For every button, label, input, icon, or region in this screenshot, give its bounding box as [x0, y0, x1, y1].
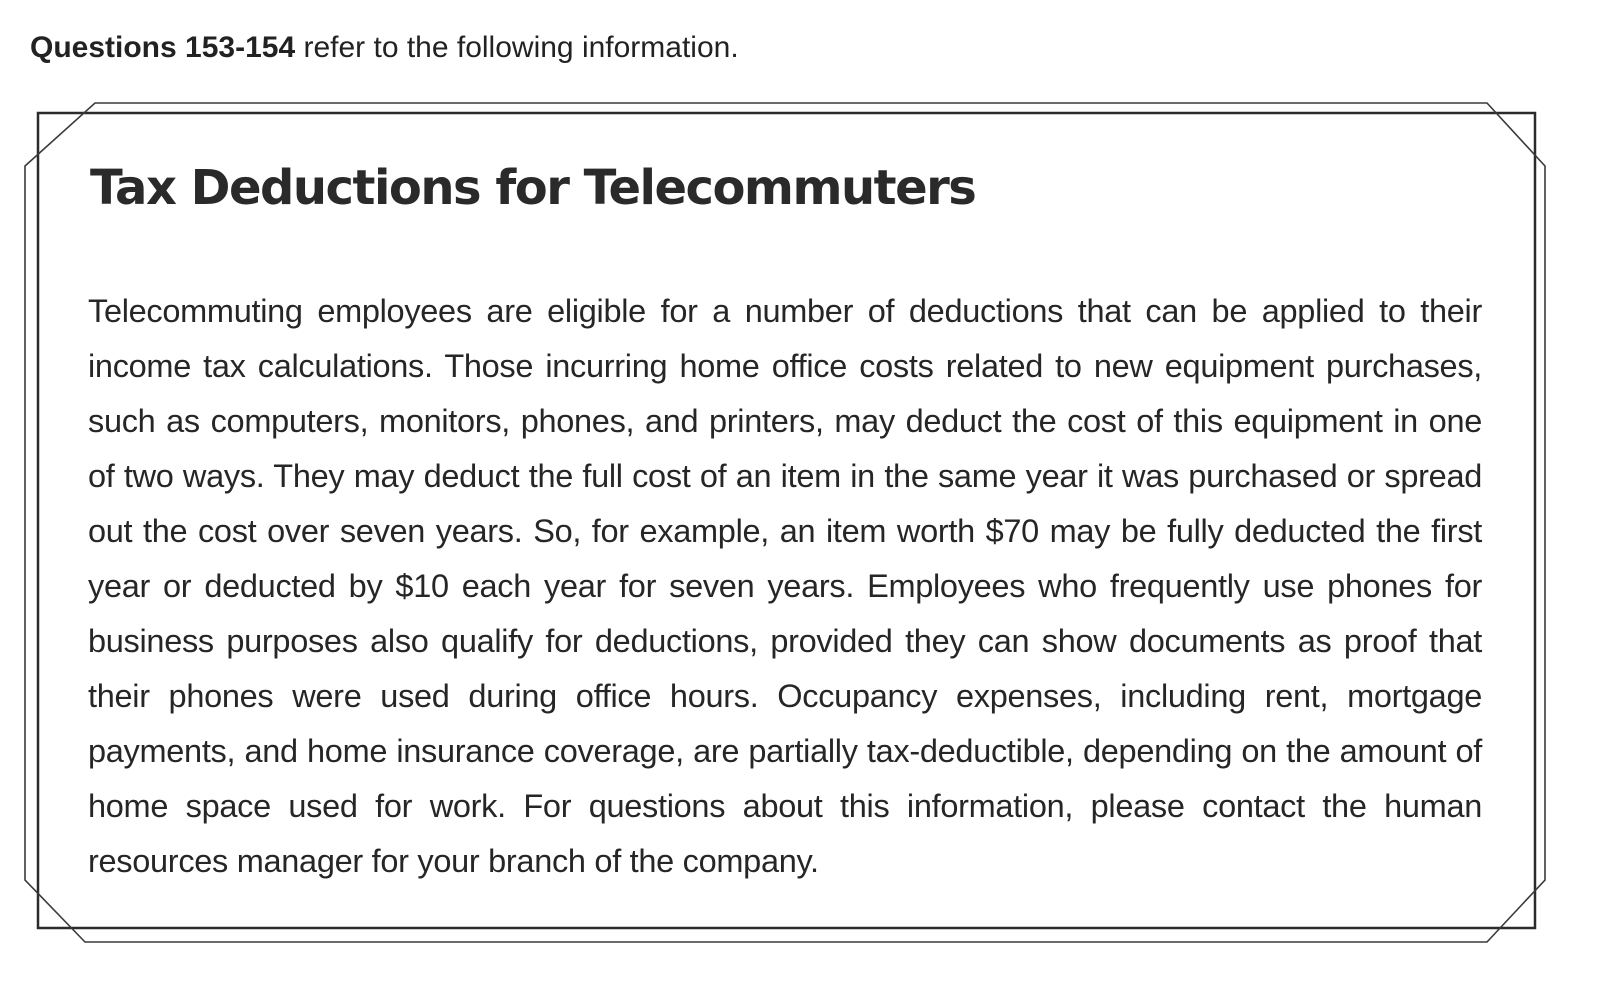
- notice-title: Tax Deductions for Telecommuters: [90, 160, 976, 216]
- question-range: Questions 153-154: [30, 31, 296, 64]
- question-intro-text: refer to the following information.: [295, 31, 739, 64]
- notice-body: Telecommuting employees are eligible for a number of deductions that can be applied to their income tax calculations. Those incurring home office costs related to new equipment purchases, such as computers, monitors, phones, and printers, may deduct the cost of this equipment in one of two ways. They may deduct the full cost of an item in the same year it was purchased or spread out the cost over seven years. So, for example, an item worth $70 may be fully deducted the first year or deducted by $10 each year for seven years. Employees who frequently use phones for business purposes also qualify for deductions, provided they can show documents as proof that their phones were used during office hours. Occupancy expenses, including rent, mortgage payments, and home insurance coverage, are partially tax-deductible, depending on the amount of home space used for work. For questions about this information, please contact the human resources manager for your branch of the company.: [88, 293, 1482, 879]
